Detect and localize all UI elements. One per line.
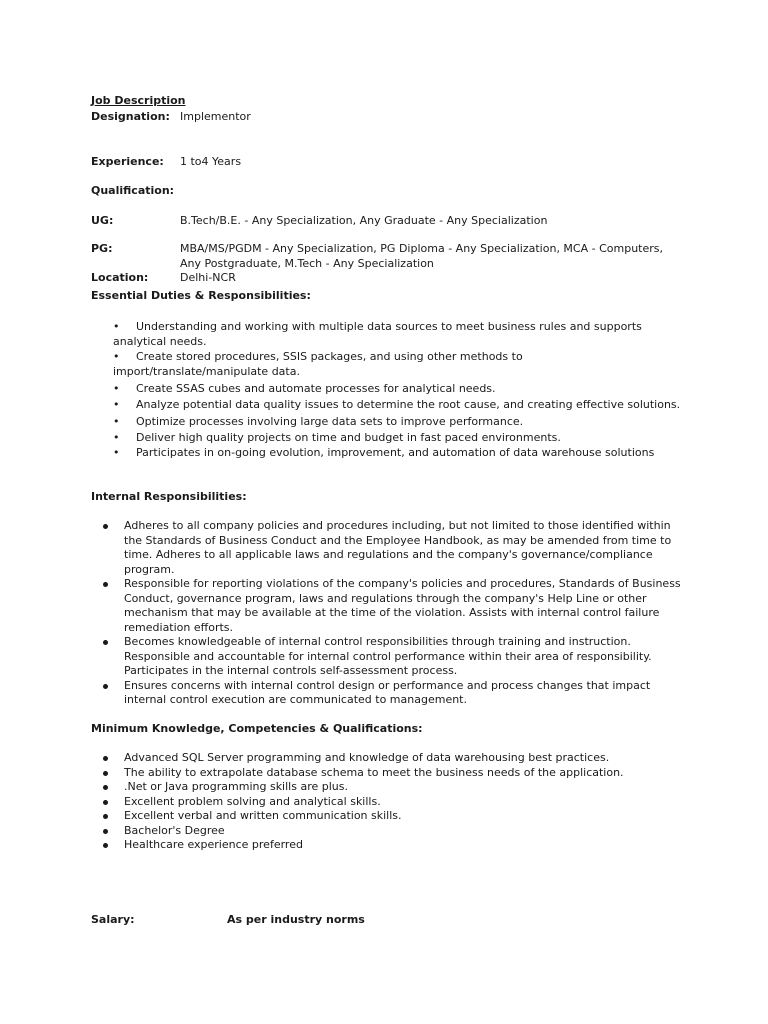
- experience-value: 1 to4 Years: [180, 155, 242, 168]
- list-item: Adheres to all company policies and procedures including, but not limited to those identified within the Standards of Business Conduct and the Employee Handbook, as may be amended from time to time. Adheres to all applicable laws and regulations and the company's governance/compliance program.: [103, 519, 683, 577]
- bullet-icon: [103, 684, 108, 689]
- designation-label: Designation:: [91, 110, 170, 123]
- duty-item: • Analyze potential data quality issues to determine the root cause, and creating effective solutions.: [113, 398, 681, 411]
- pg-value-line1: MBA/MS/PGDM - Any Specialization, PG Diploma - Any Specialization, MCA - Computers,: [180, 242, 664, 255]
- location-label: Location:: [91, 271, 149, 284]
- bullet-icon: [103, 582, 108, 587]
- pg-value-line2: Any Postgraduate, M.Tech - Any Specialization: [180, 257, 434, 270]
- ug-value: B.Tech/B.E. - Any Specialization, Any Graduate - Any Specialization: [180, 214, 548, 227]
- bullet-icon: [103, 785, 108, 790]
- bullet-icon: [103, 756, 108, 761]
- list-item: The ability to extrapolate database schema to meet the business needs of the application.: [103, 766, 683, 781]
- duty-item: • Deliver high quality projects on time and budget in fast paced environments.: [113, 431, 561, 444]
- bullet-icon: [103, 640, 108, 645]
- list-item: Excellent verbal and written communication skills.: [103, 809, 683, 824]
- list-item: .Net or Java programming skills are plus.: [103, 780, 683, 795]
- list-item: Healthcare experience preferred: [103, 838, 683, 853]
- duty-item: • Participates in on-going evolution, improvement, and automation of data warehouse solutions: [113, 446, 655, 459]
- duty-item: • Create stored procedures, SSIS packages, and using other methods to import/translate/manipulate data.: [113, 350, 523, 378]
- duty-item: • Optimize processes involving large data sets to improve performance.: [113, 415, 524, 428]
- salary-value: As per industry norms: [227, 913, 365, 926]
- internal-heading: Internal Responsibilities:: [91, 490, 247, 503]
- bullet-icon: [103, 814, 108, 819]
- experience-label: Experience:: [91, 155, 164, 168]
- duties-heading: Essential Duties & Responsibilities:: [91, 289, 311, 302]
- ug-label: UG:: [91, 214, 114, 227]
- pg-label: PG:: [91, 242, 113, 255]
- list-item: Excellent problem solving and analytical skills.: [103, 795, 683, 810]
- designation-value: Implementor: [180, 110, 251, 123]
- bullet-icon: [103, 524, 108, 529]
- duty-item: • Create SSAS cubes and automate processes for analytical needs.: [113, 382, 496, 395]
- qualification-label: Qualification:: [91, 184, 175, 197]
- list-item: Becomes knowledgeable of internal control responsibilities through training and instruction. Responsible and accountable for internal control performance within their area of responsibility. Participates in the internal controls self-assessment process.: [103, 635, 683, 679]
- knowledge-heading: Minimum Knowledge, Competencies & Qualifications:: [91, 722, 423, 735]
- knowledge-list: [103, 751, 683, 853]
- internal-list: [103, 519, 683, 708]
- list-item: Bachelor's Degree: [103, 824, 683, 839]
- list-item: Advanced SQL Server programming and knowledge of data warehousing best practices.: [103, 751, 683, 766]
- bullet-icon: [103, 829, 108, 834]
- bullet-icon: [103, 800, 108, 805]
- bullet-icon: [103, 771, 108, 776]
- list-item: Ensures concerns with internal control design or performance and process changes that impact internal control execution are communicated to management.: [103, 679, 683, 708]
- location-value: Delhi-NCR: [180, 271, 236, 284]
- bullet-icon: [103, 843, 108, 848]
- duty-item: • Understanding and working with multiple data sources to meet business rules and supports analytical needs.: [113, 320, 642, 348]
- list-item: Responsible for reporting violations of the company's policies and procedures, Standards of Business Conduct, governance program, laws and regulations through the company's Help Line or other mechanism that may be available at the time of the violation. Assists with internal control failure remediation efforts.: [103, 577, 683, 635]
- salary-label: Salary:: [91, 913, 135, 926]
- document-title: Job Description: [91, 94, 186, 107]
